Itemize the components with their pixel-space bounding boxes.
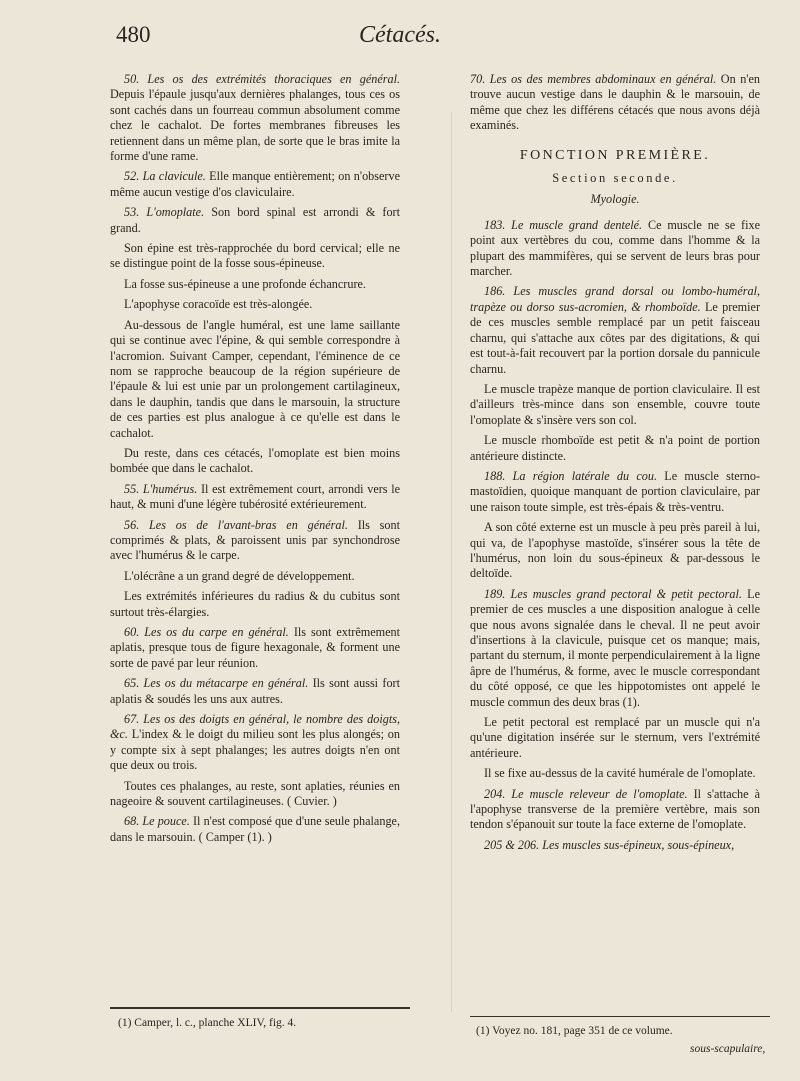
paragraph (110, 625, 400, 671)
right-paragraphs (470, 218, 760, 853)
paragraph-text: Au-dessous de l'angle huméral, est une lame saillante qui se continue avec l'épine, & qui semble correspondre à l'acromion. Suivant Camper, cependant, l'éminence de ce nom se rapproche beaucoup de la région supérieure de l'épaule & lui est unie par un prolongement cartilagineux, dans le dauphin, tandis que dans le marsouin, la structure de ces parties est plus analogue à ce qu'elle est dans le cachalot. (110, 317, 400, 440)
paragraph-text: Les extrémités inférieures du radius & du cubitus sont surtout très-élargies. (110, 589, 400, 619)
paragraph-text: Le premier de ces muscles a une disposition analogue à celle que nous avons signalée dans le cheval. Il ne peut avoir d'insertions à la clavicule, puisque cet os manque; mais, partant du sternum, il monte perpendiculairement à la ligne âpre de l'humérus, & forme, avec le muscle correspondant du côté opposé, ce que les hippotomistes ont appelé le muscle commun des deux bras (1). (470, 586, 760, 709)
paragraph (470, 838, 760, 853)
paragraph-text: Le muscle sterno-mastoïdien, quoique manquant de portion claviculaire, par une raison toute simple, est très-épais & très-ventru. (470, 468, 761, 514)
paragraph (110, 814, 400, 845)
paragraph (110, 205, 400, 236)
paragraph-text: Ce muscle ne se fixe point aux vertèbres du cou, comme dans l'homme & la plupart des mammifères, qui se servent de leurs bras pour marcher. (470, 217, 760, 279)
paragraph-text: Toutes ces phalanges, au reste, sont aplaties, réunies en nageoire & souvent cartilagineuses. ( Cuvier. ) (110, 778, 400, 809)
paragraph-lead: 183. Le muscle grand dentelé. (484, 217, 643, 232)
paragraph-lead: 189. Les muscles grand pectoral & petit pectoral. (484, 586, 742, 601)
paragraph-text: Il est extrêmement court, arrondi vers le haut, & muni d'une légère tubérosité extérieurement. (110, 481, 400, 512)
paragraph-lead: 205 & 206. Les muscles sus-épineux, sous-épineux, (484, 837, 735, 852)
footnote-rule-left (110, 1007, 410, 1009)
paragraph-lead: 204. Le muscle releveur de l'omoplate. (484, 786, 688, 801)
paragraph (470, 787, 760, 833)
paragraph-text: Le petit pectoral est remplacé par un muscle qui n'a qu'une digitation insérée sur le sternum, vers l'extrémité antérieure. (470, 715, 760, 760)
footnote-left: (1) Camper, l. c., planche XLIV, fig. 4. (118, 1017, 297, 1029)
paragraph (110, 318, 400, 441)
paragraph (470, 715, 760, 761)
paragraph-text: Il se fixe au-dessus de la cavité humérale de l'omoplate. (484, 766, 756, 781)
paragraph (470, 587, 760, 710)
paragraph-text: Le muscle trapèze manque de portion claviculaire. Il est d'ailleurs très-mince dans son ensemble, couvre toute l'omoplate & s'insère vers son col. (470, 381, 760, 427)
paragraph (470, 766, 760, 781)
paragraph-text: On n'en trouve aucun vestige dans le dauphin & le marsouin, de même que chez les différens cétacés que nous avons déjà examinés. (470, 72, 760, 133)
page-number: 480 (116, 22, 151, 47)
paragraph (110, 277, 400, 292)
paragraph (110, 518, 400, 564)
paragraph (470, 218, 760, 280)
paragraph-text: L'olécrâne a un grand degré de développement. (124, 568, 355, 583)
column-gutter (451, 112, 452, 1012)
running-title: Cétacés. (359, 22, 441, 48)
paragraph-lead: 53. L'omoplate. (124, 205, 205, 220)
paragraph (110, 482, 400, 513)
paragraph (110, 169, 400, 200)
footnote-rule-right (470, 1016, 770, 1017)
paragraph-text: L'index & le doigt du milieu sont les plus alongés; on y compte six à sept phalanges; les autres doigts n'en ont que deux ou trois. (110, 727, 400, 773)
myologie-heading: Myologie. (590, 192, 640, 207)
paragraph-text: L'apophyse coracoïde est très-alongée. (124, 297, 313, 312)
catchword: sous-scapulaire, (690, 1043, 766, 1055)
paragraph-lead: 68. Le pouce. (124, 814, 190, 829)
right-column (470, 72, 760, 858)
paragraph (470, 469, 760, 515)
fonction-heading: FONCTION PREMIÈRE. (519, 147, 711, 163)
paragraph (470, 433, 760, 464)
left-column (110, 72, 400, 850)
paragraph-lead: 70. Les os des membres abdominaux en général. (470, 72, 717, 86)
paragraph (470, 284, 760, 376)
paragraph (110, 446, 400, 477)
paragraph-lead: 188. La région latérale du cou. (484, 468, 658, 483)
paragraph-lead: 52. La clavicule. (124, 169, 206, 184)
paragraph (110, 569, 400, 584)
paragraph (110, 297, 400, 312)
section-heading: Section seconde. (552, 171, 678, 186)
paragraph-text: Il s'attache à l'apophyse transverse de la première vertèbre, mais son tendon s'épanouit sur toute la face externe de l'omoplate. (470, 786, 760, 832)
paragraph-text: Son bord spinal est arrondi & fort grand. (110, 205, 400, 235)
paragraph-text: La fosse sus-épineuse a une profonde échancrure. (124, 276, 366, 291)
paragraph-text: A son côté externe est un muscle à peu près pareil à lui, qui va, de l'apophyse mastoïde, s'insérer sous la tête de l'humérus, non loin du sous-épineux & par-dessous le deltoïde. (470, 520, 760, 581)
footnote-right: (1) Voyez no. 181, page 351 de ce volume. (476, 1025, 673, 1037)
paragraph-text: Depuis l'épaule jusqu'aux dernières phalanges, tous ces os sont cachés dans un fourreau commun absolument comme chez le cachalot. De fortes membranes fibreuses les retiennent dans un même plan, de sorte que le bras imite la forme d'une rame. (110, 87, 400, 164)
paragraph (110, 779, 400, 810)
paragraph-lead: 65. Les os du métacarpe en général. (124, 676, 309, 691)
paragraph-text: Le muscle rhomboïde est petit & n'a point de portion antérieure distincte. (470, 433, 760, 463)
paragraph-lead: 50. Les os des extrémités thoraciques en général. (124, 72, 400, 86)
paragraph-text: Le premier de ces muscles semble remplacé par un petit faisceau charnu, qui s'attache aux côtes par des digitations, & qui est tout-à-fait recouvert par la portion dorsale du pannicule charnu. (470, 299, 761, 376)
paragraph-lead: 55. L'humérus. (124, 481, 198, 496)
paragraph (470, 520, 760, 582)
paragraph (110, 676, 400, 707)
paragraph (110, 589, 400, 620)
paragraph (110, 712, 400, 774)
paragraph-text: Ils sont comprimés & plats, & paroissent unis par synchondrose avec l'humérus & le carpe. (110, 517, 400, 563)
page-header (0, 18, 800, 58)
paragraph (110, 241, 400, 272)
paragraph-text: Ils sont aussi fort aplatis & soudés les uns aux autres. (110, 676, 400, 706)
paragraph-text: Ils sont extrêmement aplatis, presque tous de figure hexagonale, & forment une sorte de pavé par leur réunion. (110, 625, 400, 670)
paragraph-text: Il n'est composé que d'une seule phalange, dans le marsouin. ( Camper (1). ) (110, 814, 400, 844)
paragraph-lead: 67. Les os des doigts en général, le nombre des doigts, &c. (110, 712, 400, 742)
paragraph-text: Du reste, dans ces cétacés, l'omoplate est bien moins bombée que dans le cachalot. (110, 445, 400, 476)
paragraph (110, 72, 400, 164)
paragraph-lead: 60. Les os du carpe en général. (124, 625, 289, 639)
paragraph (470, 382, 760, 428)
paragraph-text: Elle manque entièrement; on n'observe même aucun vestige d'os claviculaire. (110, 169, 400, 199)
paragraph-lead: 186. Les muscles grand dorsal ou lombo-huméral, trapèze ou dorso sus-acromien, & rhomboïde. (470, 284, 760, 314)
paragraph-text: Son épine est très-rapprochée du bord cervical; elle ne se distingue point de la fosse sous-épineuse. (110, 241, 400, 271)
paragraph-70 (470, 72, 760, 134)
paragraph-lead: 56. Les os de l'avant-bras en général. (124, 517, 348, 532)
